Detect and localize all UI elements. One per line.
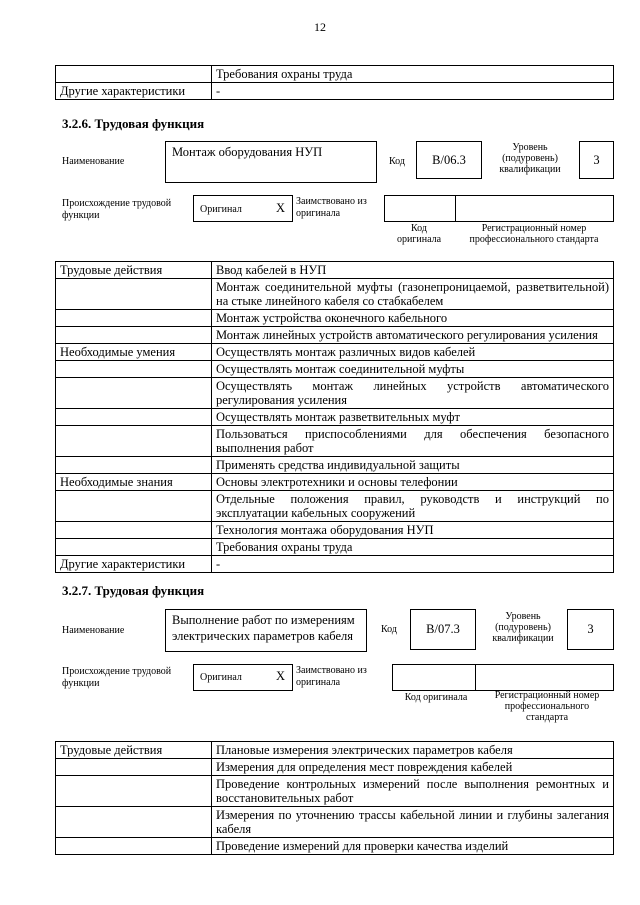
row-label — [56, 759, 212, 776]
table-row — [56, 457, 614, 474]
level-label: Уровень (подуровень) квалификации — [499, 142, 561, 175]
row-label — [56, 310, 212, 327]
table-row — [56, 344, 614, 361]
row-text: Монтаж линейных устройств автоматического регулирования усиления — [212, 327, 614, 344]
row-label — [56, 776, 212, 807]
row-text: Осуществлять монтаж линейных устройств автоматического регулирования усиления — [212, 378, 614, 409]
name-value: Монтаж оборудования НУП — [165, 141, 377, 183]
row-text: Монтаж соединительной муфты (газонепроницаемой, разветвительной) на стыке линейного кабеля со стабкабелем — [212, 279, 614, 310]
reg-number-caption: Регистрационный номер профессионального стандарта — [494, 690, 600, 723]
page-number: 12 — [314, 20, 326, 34]
table-row — [56, 83, 614, 100]
row-text: Отдельные положения правил, руководств и инструкций по эксплуатации кабельных сооружений — [212, 491, 614, 522]
row-label — [56, 491, 212, 522]
table-row — [56, 474, 614, 491]
code-label: Код — [381, 624, 397, 635]
borrowed-label: Заимствовано из оригинала — [296, 196, 367, 219]
borrowed-label: Заимствовано из оригинала — [296, 665, 367, 688]
table-row — [56, 776, 614, 807]
function-table-327 — [55, 741, 614, 855]
row-label: Другие характеристики — [56, 83, 212, 100]
row-text: Технология монтажа оборудования НУП — [212, 522, 614, 539]
row-label — [56, 522, 212, 539]
table-row — [56, 361, 614, 378]
row-label — [56, 378, 212, 409]
table-row — [56, 409, 614, 426]
code-original-caption: Код оригинала — [404, 692, 468, 703]
row-label — [56, 361, 212, 378]
name-value: Выполнение работ по измерениям электрических параметров кабеля — [165, 609, 367, 652]
row-text: Измерения по уточнению трассы кабельной линии и глубины залегания кабеля — [212, 807, 614, 838]
table-row — [56, 66, 614, 83]
name-label: Наименование — [62, 156, 125, 167]
code-value: B/07.3 — [410, 609, 476, 650]
row-text: Измерения для определения мест повреждения кабелей — [212, 759, 614, 776]
row-label — [56, 807, 212, 838]
reg-number-box — [455, 195, 614, 222]
row-label — [56, 457, 212, 474]
original-label: Оригинал — [200, 204, 242, 215]
row-text: Проведение измерений для проверки качества изделий — [212, 838, 614, 855]
code-original-box — [392, 664, 476, 691]
origin-label: Происхождение трудовой функции — [62, 666, 172, 689]
row-text: Пользоваться приспособлениями для обеспечения безопасного выполнения работ — [212, 426, 614, 457]
table-row — [56, 522, 614, 539]
table-row — [56, 491, 614, 522]
level-value: 3 — [579, 141, 614, 179]
row-label: Трудовые действия — [56, 262, 212, 279]
row-text: Осуществлять монтаж разветвительных муфт — [212, 409, 614, 426]
row-label: Необходимые умения — [56, 344, 212, 361]
row-label: Трудовые действия — [56, 742, 212, 759]
table-row — [56, 279, 614, 310]
code-original-caption: Код оригинала — [396, 223, 442, 245]
name-label: Наименование — [62, 625, 125, 636]
row-text: Проведение контрольных измерений после выполнения ремонтных и восстановительных работ — [212, 776, 614, 807]
code-label: Код — [389, 156, 405, 167]
table-row — [56, 262, 614, 279]
row-label: Другие характеристики — [56, 556, 212, 573]
section-heading: 3.2.6. Трудовая функция — [62, 116, 205, 131]
table-row — [56, 807, 614, 838]
level-label: Уровень (подуровень) квалификации — [492, 611, 554, 644]
row-label — [56, 66, 212, 83]
original-mark: X — [276, 201, 286, 215]
row-text: Требования охраны труда — [212, 66, 614, 83]
row-label — [56, 838, 212, 855]
code-original-box — [384, 195, 456, 222]
top-table — [55, 65, 614, 100]
reg-number-box — [475, 664, 614, 691]
original-label: Оригинал — [200, 672, 242, 683]
row-text: Плановые измерения электрических параметров кабеля — [212, 742, 614, 759]
table-row — [56, 539, 614, 556]
section-heading: 3.2.7. Трудовая функция — [62, 583, 205, 598]
table-row — [56, 742, 614, 759]
row-text: Требования охраны труда — [212, 539, 614, 556]
row-label — [56, 327, 212, 344]
row-text: Осуществлять монтаж различных видов кабелей — [212, 344, 614, 361]
row-text: Ввод кабелей в НУП — [212, 262, 614, 279]
table-row — [56, 556, 614, 573]
table-row — [56, 759, 614, 776]
original-mark: X — [276, 669, 286, 683]
table-row — [56, 327, 614, 344]
row-label — [56, 426, 212, 457]
table-row — [56, 838, 614, 855]
table-row — [56, 310, 614, 327]
row-text: Применять средства индивидуальной защиты — [212, 457, 614, 474]
code-value: B/06.3 — [416, 141, 482, 179]
row-text: Монтаж устройства оконечного кабельного — [212, 310, 614, 327]
row-label: Необходимые знания — [56, 474, 212, 491]
reg-number-caption: Регистрационный номер профессионального стандарта — [469, 223, 599, 245]
level-value: 3 — [567, 609, 614, 650]
row-text: - — [212, 556, 614, 573]
function-table-326 — [55, 261, 614, 573]
row-text: Основы электротехники и основы телефонии — [212, 474, 614, 491]
origin-label: Происхождение трудовой функции — [62, 198, 172, 221]
row-text: - — [212, 83, 614, 100]
row-label — [56, 279, 212, 310]
row-label — [56, 539, 212, 556]
row-label — [56, 409, 212, 426]
row-text: Осуществлять монтаж соединительной муфты — [212, 361, 614, 378]
table-row — [56, 426, 614, 457]
table-row — [56, 378, 614, 409]
